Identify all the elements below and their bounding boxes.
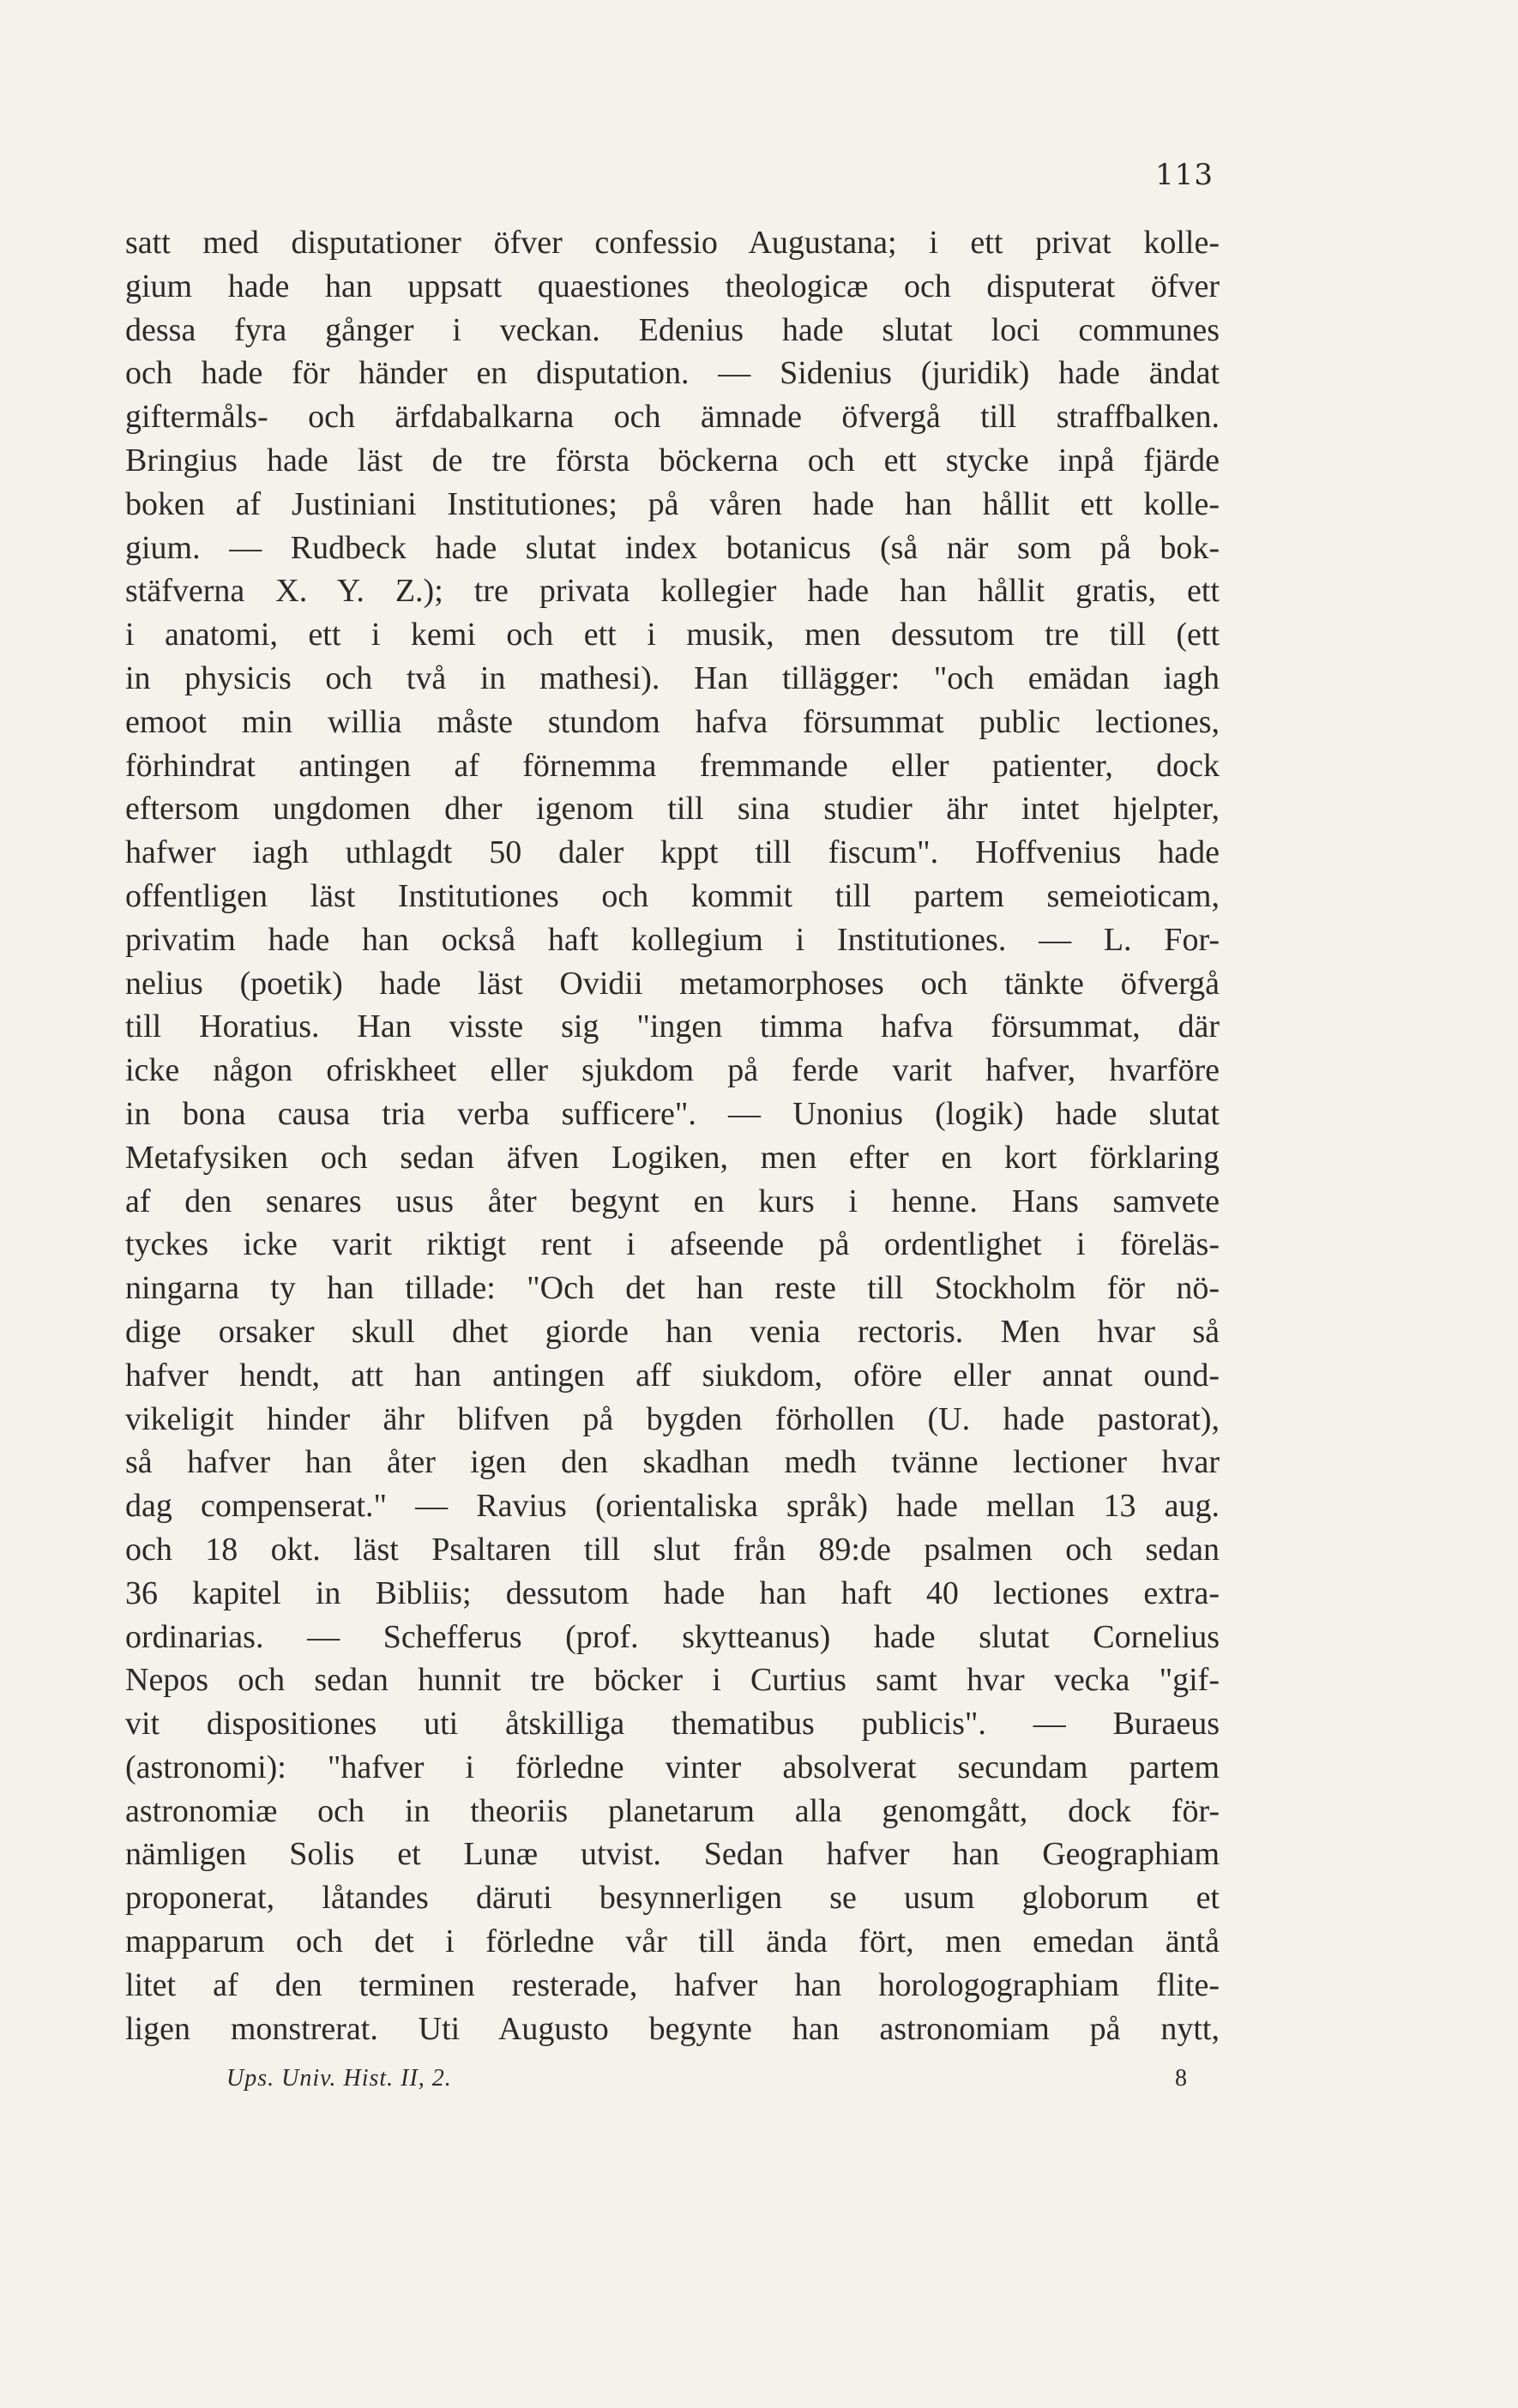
- text-line: gium hade han uppsatt quaestiones theologicæ och disputerat öfver: [125, 268, 1220, 304]
- text-line: och 18 okt. läst Psaltaren till slut från 89:de psalmen och sedan: [125, 1531, 1220, 1568]
- text-line: Nepos och sedan hunnit tre böcker i Curtius samt hvar vecka "gif-: [125, 1662, 1220, 1699]
- text-line: så hafver han åter igen den skadhan medh tvänne lectioner hvar: [125, 1444, 1220, 1481]
- text-line: in bona causa tria verba sufficere". — Unonius (logik) hade slutat: [125, 1095, 1220, 1132]
- signature-mark: Ups. Univ. Hist. II, 2.: [226, 2065, 452, 2092]
- text-line: till Horatius. Han visste sig "ingen timma hafva försummat, där: [125, 1008, 1220, 1045]
- text-line: eftersom ungdomen dher igenom till sina studier ähr intet hjelpter,: [125, 791, 1220, 828]
- text-line: satt med disputationer öfver confessio Augustana; i ett privat kolle-: [125, 225, 1220, 261]
- text-line: Bringius hade läst de tre första böckerna och ett stycke inpå fjärde: [125, 442, 1220, 479]
- text-line: vit dispositiones uti åtskilliga thematibus publicis". — Buraeus: [125, 1706, 1220, 1743]
- sheet-number: 8: [1175, 2065, 1187, 2092]
- text-line: 36 kapitel in Bibliis; dessutom hade han haft 40 lectiones extra-: [125, 1574, 1220, 1611]
- text-line: icke någon ofriskheet eller sjukdom på ferde varit hafver, hvarföre: [125, 1052, 1220, 1089]
- text-line: ligen monstrerat. Uti Augusto begynte han astronomiam på nytt,: [125, 2010, 1220, 2047]
- text-line: tyckes icke varit riktigt rent i afseende på ordentlighet i föreläs-: [125, 1226, 1220, 1263]
- text-line: hafwer iagh uthlagdt 50 daler kppt till fiscum". Hoffvenius hade: [125, 834, 1220, 871]
- text-line: nämligen Solis et Lunæ utvist. Sedan hafver han Geographiam: [125, 1836, 1220, 1873]
- text-line: proponerat, låtandes däruti besynnerligen se usum globorum et: [125, 1880, 1220, 1917]
- text-line: offentligen läst Institutiones och kommit till partem semeioticam,: [125, 877, 1220, 914]
- text-line: ningarna ty han tillade: "Och det han reste till Stockholm för nö-: [125, 1270, 1220, 1307]
- text-line: emoot min willia måste stundom hafva försummat public lectiones,: [125, 703, 1220, 740]
- text-line: dag compenserat." — Ravius (orientaliska språk) hade mellan 13 aug.: [125, 1488, 1220, 1525]
- text-line: i anatomi, ett i kemi och ett i musik, men dessutom tre till (ett: [125, 617, 1220, 653]
- text-line: stäfverna X. Y. Z.); tre privata kollegier hade han hållit gratis, ett: [125, 573, 1220, 610]
- text-line: mapparum och det i förledne vår till ända fört, men emedan äntå: [125, 1923, 1220, 1960]
- text-line: astronomiæ och in theoriis planetarum alla genomgått, dock för-: [125, 1792, 1220, 1829]
- page-number: 113: [1155, 158, 1214, 192]
- body-text: [125, 221, 1220, 2050]
- text-line: vikeligit hinder ähr blifven på bygden förhollen (U. hade pastorat),: [125, 1400, 1220, 1437]
- text-line: nelius (poetik) hade läst Ovidii metamorphoses och tänkte öfvergå: [125, 965, 1220, 1002]
- text-line: och hade för händer en disputation. — Sidenius (juridik) hade ändat: [125, 355, 1220, 392]
- text-line: privatim hade han också haft kollegium i Institutiones. — L. For-: [125, 921, 1220, 958]
- text-line: dessa fyra gånger i veckan. Edenius hade slutat loci communes: [125, 311, 1220, 348]
- text-line: ordinarias. — Schefferus (prof. skytteanus) hade slutat Cornelius: [125, 1618, 1220, 1655]
- text-line: boken af Justiniani Institutiones; på våren hade han hållit ett kolle-: [125, 485, 1220, 522]
- text-line: litet af den terminen resterade, hafver han horologographiam flite-: [125, 1966, 1220, 2003]
- text-line: gium. — Rudbeck hade slutat index botanicus (så när som på bok-: [125, 529, 1220, 566]
- text-line: Metafysiken och sedan äfven Logiken, men efter en kort förklaring: [125, 1139, 1220, 1176]
- text-line: in physicis och två in mathesi). Han tillägger: "och emädan iagh: [125, 659, 1220, 696]
- text-line: förhindrat antingen af förnemma fremmande eller patienter, dock: [125, 747, 1220, 784]
- text-line: hafver hendt, att han antingen aff siukdom, oföre eller annat ound-: [125, 1357, 1220, 1394]
- text-line: giftermåls- och ärfdabalkarna och ämnade öfvergå till straffbalken.: [125, 399, 1220, 436]
- text-line: (astronomi): "hafver i förledne vinter absolverat secundam partem: [125, 1749, 1220, 1785]
- text-line: af den senares usus åter begynt en kurs i henne. Hans samvete: [125, 1183, 1220, 1219]
- text-line: dige orsaker skull dhet giorde han venia rectoris. Men hvar så: [125, 1313, 1220, 1350]
